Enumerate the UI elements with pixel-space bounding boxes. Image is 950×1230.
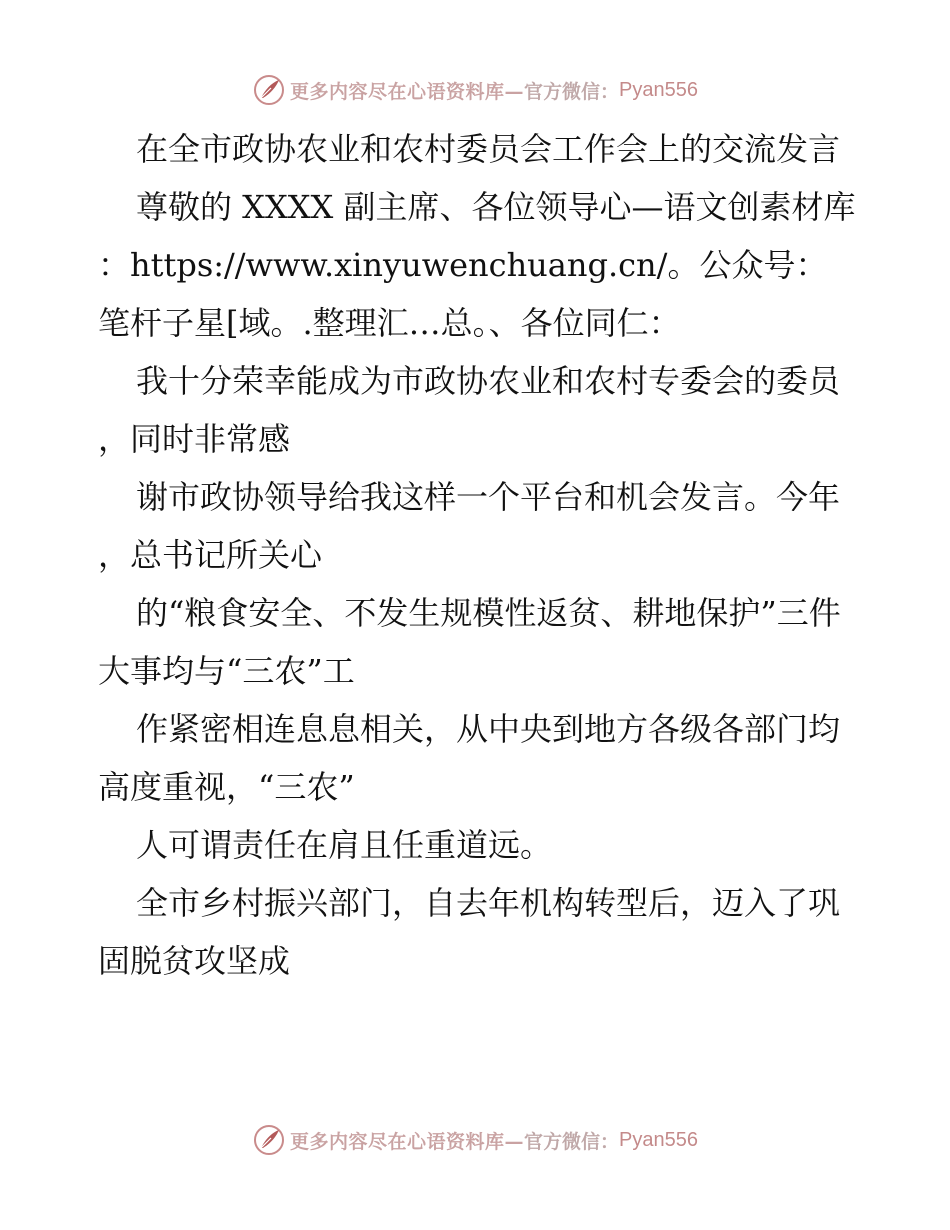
watermark-wechat-id: Pyan556 [619,78,698,101]
body-paragraph: 的“粮食安全、不发生规模性返贫、耕地保护”三件大事均与“三农”工 [98,594,841,690]
watermark-wechat-label: 官方微信： [524,1130,620,1153]
watermark-site-text: 更多内容尽在心语资料库— [290,1130,525,1153]
document-title: 在全市政协农业和农村委员会工作会上的交流发言 [136,130,841,168]
body-paragraph: 全市乡村振兴部门，自去年机构转型后，迈入了巩固脱贫攻坚成 [98,884,841,980]
watermark-wechat-label: 官方微信： [524,80,620,103]
body-paragraph: 谢市政协领导给我这样一个平台和机会发言。今年，总书记所关心 [98,478,841,574]
body-paragraph: 我十分荣幸能成为市政协农业和农村专委会的委员，同时非常感 [98,362,841,458]
document-body [98,120,858,990]
salutation-paragraph: 尊敬的 XXXX 副主席、各位领导心—语文创素材库：https://www.xinyuwenchuang.cn/。公众号：笔杆子星[域。.整理汇…总。、各位同仁： [98,188,856,342]
watermark-wechat-id: Pyan556 [619,1128,698,1151]
watermark-site-text: 更多内容尽在心语资料库— [290,80,525,103]
footer-watermark [0,1120,950,1160]
quill-logo-icon [252,73,286,107]
body-paragraph: 人可谓责任在肩且任重道远。 [136,826,553,864]
body-paragraph: 作紧密相连息息相关，从中央到地方各级各部门均高度重视，“三农” [98,710,841,806]
header-watermark [0,70,950,110]
quill-logo-icon [252,1123,286,1157]
